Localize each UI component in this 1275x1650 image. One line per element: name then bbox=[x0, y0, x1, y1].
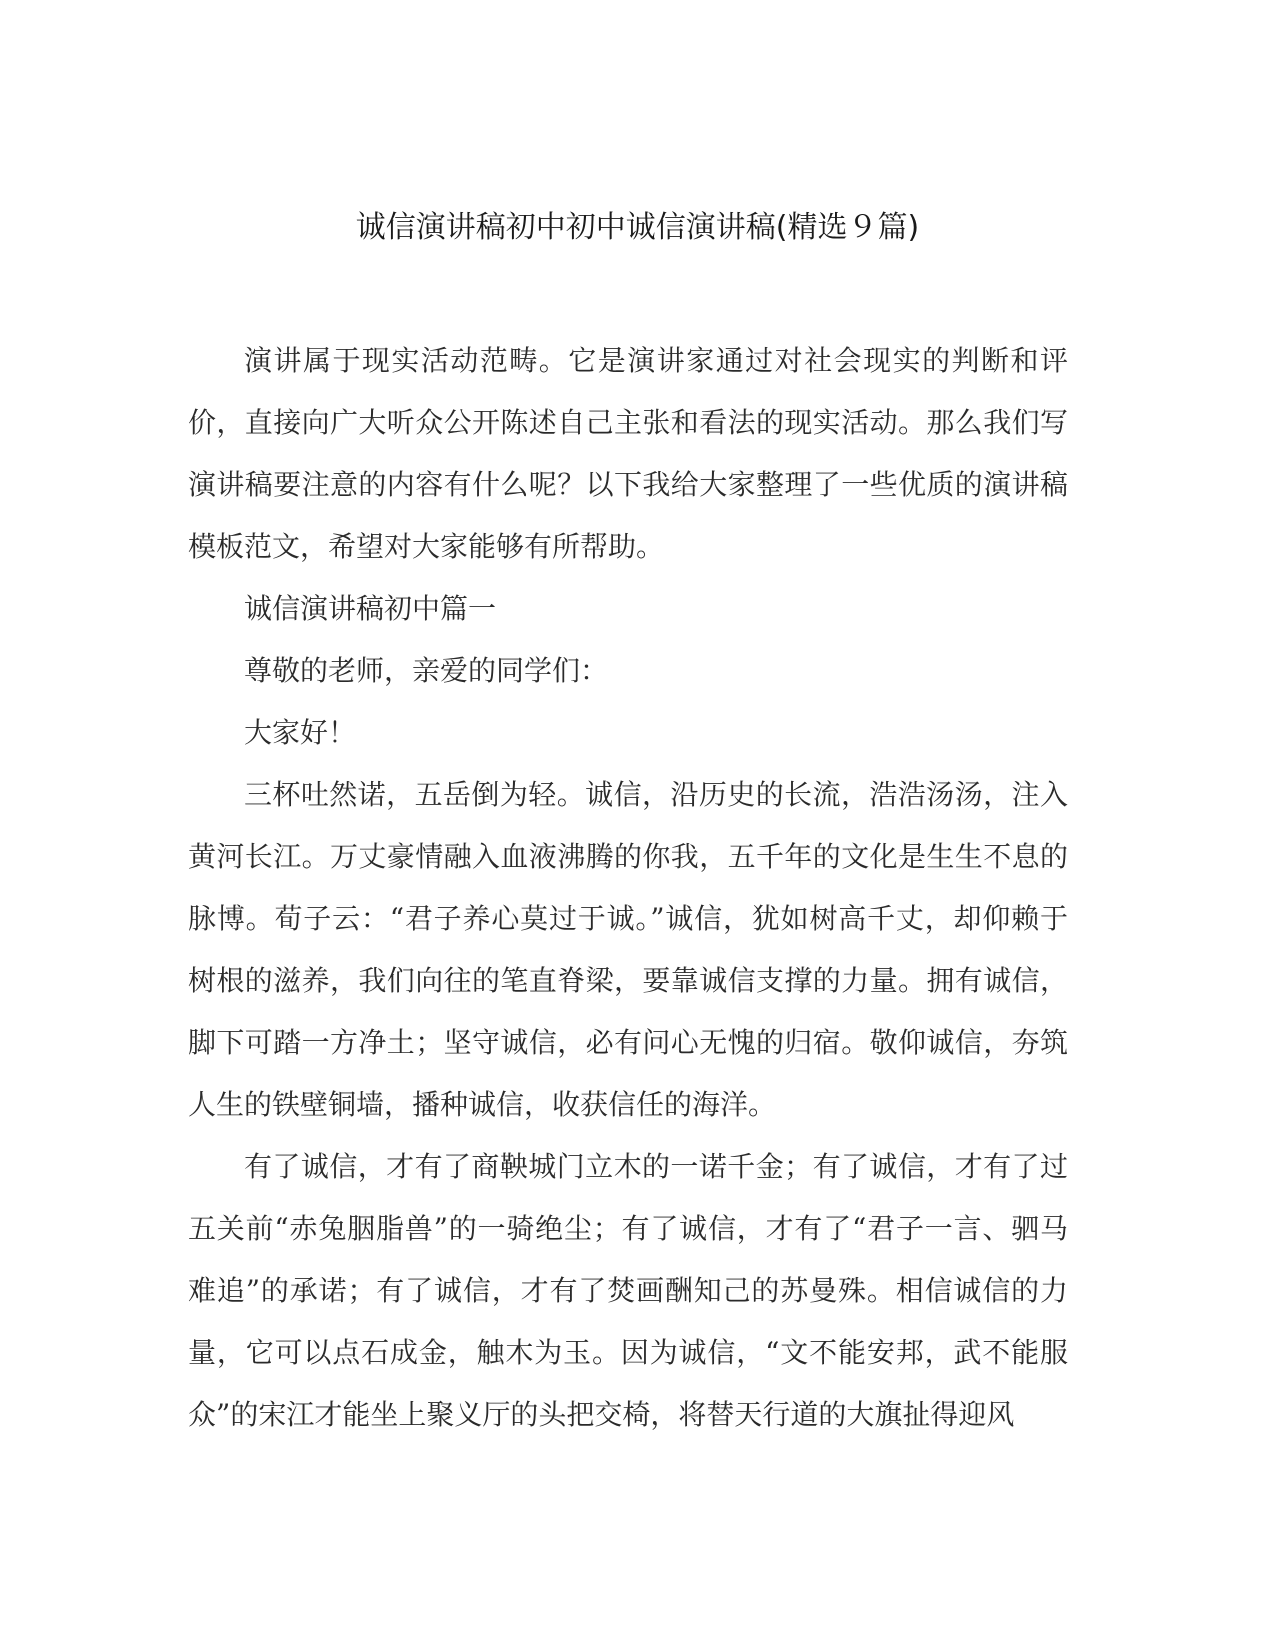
body-paragraph: 有了诚信，才有了商鞅城门立木的一诺千金；有了诚信，才有了过五关前“赤兔胭脂兽”的一骑绝尘；有了诚信，才有了“君子一言、驷马难追”的承诺；有了诚信，才有了焚画酬知己的苏曼殊。相信诚信的力量，它可以点石成金，触木为玉。因为诚信，“文不能安邦，武不能服众”的宋江才能坐上聚义厅的头把交椅，将替天行道的大旗扯得迎风 bbox=[188, 1150, 1068, 1431]
section-heading: 诚信演讲稿初中篇一 bbox=[244, 592, 497, 625]
document-body bbox=[188, 330, 1068, 1446]
document-title: 诚信演讲稿初中初中诚信演讲稿(精选９篇) bbox=[355, 210, 920, 245]
body-paragraph: 三杯吐然诺，五岳倒为轻。诚信，沿历史的长流，浩浩汤汤，注入黄河长江。万丈豪情融入血液沸腾的你我，五千年的文化是生生不息的脉博。荀子云：“君子养心莫过于诚。”诚信，犹如树高千丈，却仰赖于树根的滋养，我们向往的笔直脊梁，要靠诚信支撑的力量。拥有诚信，脚下可踏一方净土；坚守诚信，必有问心无愧的归宿。敬仰诚信，夯筑人生的铁壁铜墙，播种诚信，收获信任的海洋。 bbox=[188, 778, 1068, 1121]
greeting: 大家好！ bbox=[244, 716, 357, 749]
salutation: 尊敬的老师，亲爱的同学们： bbox=[244, 654, 609, 687]
intro-paragraph: 演讲属于现实活动范畴。它是演讲家通过对社会现实的判断和评价，直接向广大听众公开陈述自己主张和看法的现实活动。那么我们写演讲稿要注意的内容有什么呢？以下我给大家整理了一些优质的演讲稿模板范文，希望对大家能够有所帮助。 bbox=[188, 344, 1068, 563]
